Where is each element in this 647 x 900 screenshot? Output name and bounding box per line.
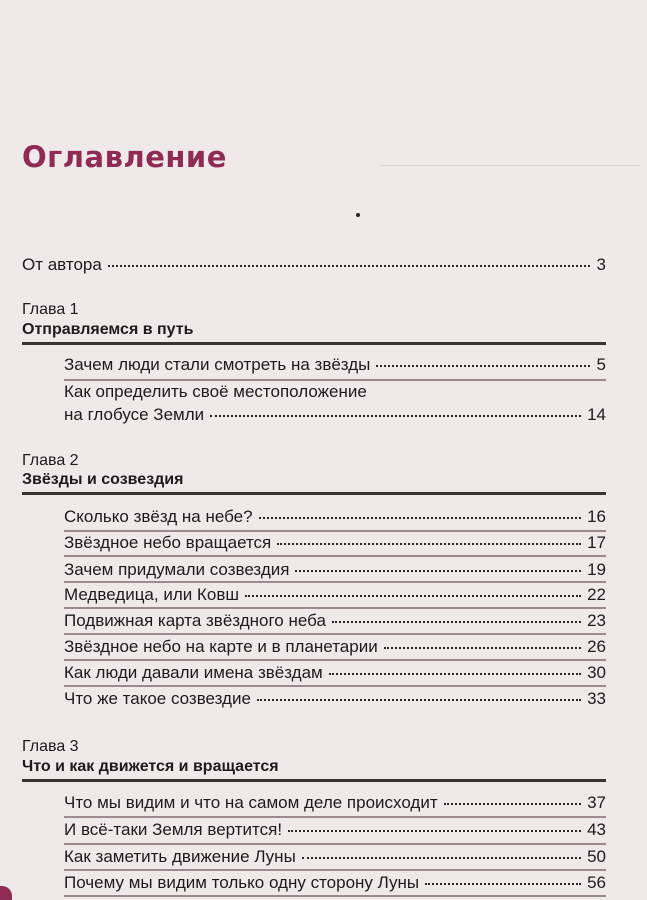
toc-entry-title: Подвижная карта звёздного неба [64,611,326,630]
toc-entry-page: 26 [587,637,606,656]
dot-leader [425,883,581,885]
toc-entry-title-line2: на глобусе Земли [64,405,205,424]
toc-entry-title: Как заметить движение Луны [64,847,296,866]
toc-entry[interactable] [64,533,606,553]
entry-divider [64,633,606,635]
toc-entry-title: Зачем придумали созвездия [64,560,290,579]
toc-entry[interactable] [64,585,606,605]
toc-entry-page: 19 [587,560,606,579]
toc-entry-title: Сколько звёзд на небе? [64,507,253,526]
entry-divider [64,555,606,557]
dot-leader [245,595,581,597]
toc-entry-page: 3 [596,255,606,274]
toc-entry-page: 56 [587,873,606,892]
toc-entry-page: 16 [587,507,606,526]
dot-leader [384,647,581,649]
toc-entry-title: И всё-таки Земля вертится! [64,820,283,839]
toc-entry[interactable] [64,820,606,840]
toc-entry[interactable] [64,793,606,813]
chapter-3-label: Глава 3 [22,738,79,755]
toc-entry[interactable] [64,560,606,580]
chapter-1-label: Глава 1 [22,301,79,318]
toc-entry-page: 17 [587,533,606,552]
toc-entry-page: 33 [587,689,606,708]
toc-entry-author[interactable] [22,255,606,275]
dot-leader [277,543,581,545]
toc-entry-title: От автора [22,255,102,274]
decorative-dot [356,213,360,217]
dot-leader [108,265,590,267]
toc-entry-title: Что мы видим и что на самом деле происходит [64,793,438,812]
toc-entry-title: Медведица, или Ковш [64,585,239,604]
toc-entry[interactable] [64,611,606,631]
dot-leader [259,517,581,519]
toc-entry-title: Звёздное небо на карте и в планетарии [64,637,378,656]
toc-entry-page: 30 [587,663,606,682]
toc-entry[interactable] [64,355,606,375]
toc-entry-title: Звёздное небо вращается [64,533,272,552]
toc-entry-page: 14 [587,405,606,424]
entry-divider [64,581,606,583]
toc-entry-title: Почему мы видим только одну сторону Луны [64,873,420,892]
toc-entry[interactable] [64,873,606,893]
dot-leader [329,673,581,675]
toc-entry-title: Зачем люди стали смотреть на звёзды [64,355,371,374]
toc-entry-title-line1[interactable]: Как определить своё местоположение [64,382,367,401]
toc-entry-title: Как люди давали имена звёздам [64,663,323,682]
toc-entry[interactable] [64,663,606,683]
toc-entry-page: 43 [587,820,606,839]
chapter-2-rule [22,492,606,495]
dot-leader [295,570,581,572]
entry-divider [64,530,606,532]
entry-divider [64,895,606,897]
dot-leader [210,415,581,417]
chapter-1-rule [22,342,606,345]
toc-entry-page: 23 [587,611,606,630]
toc-entry[interactable] [64,637,606,657]
chapter-2-label: Глава 2 [22,452,79,469]
page-corner-accent [0,886,12,900]
chapter-1-title: Отправляемся в путь [22,321,194,338]
entry-divider [64,607,606,609]
dot-leader [376,365,590,367]
dot-leader [302,857,581,859]
entry-divider [64,659,606,661]
toc-entry-page: 22 [587,585,606,604]
page-title: Оглавление [22,140,227,174]
toc-entry-page: 5 [596,355,606,374]
entry-divider [64,379,606,381]
toc-entry[interactable] [64,405,606,425]
toc-entry-title: Что же такое созвездие [64,689,251,708]
dot-leader [288,830,581,832]
chapter-2-title: Звёзды и созвездия [22,471,184,488]
toc-entry[interactable] [64,689,606,709]
dot-leader [332,621,581,623]
chapter-3-rule [22,779,606,782]
toc-entry-page: 50 [587,847,606,866]
entry-divider [64,869,606,871]
entry-divider [64,843,606,845]
entry-divider [64,816,606,818]
toc-entry-page: 37 [587,793,606,812]
toc-entry[interactable] [64,847,606,867]
entry-divider [64,685,606,687]
bleed-through-heading [380,135,640,166]
dot-leader [444,803,581,805]
chapter-3-title: Что и как движется и вращается [22,758,279,775]
toc-entry[interactable] [64,507,606,527]
dot-leader [257,699,581,701]
